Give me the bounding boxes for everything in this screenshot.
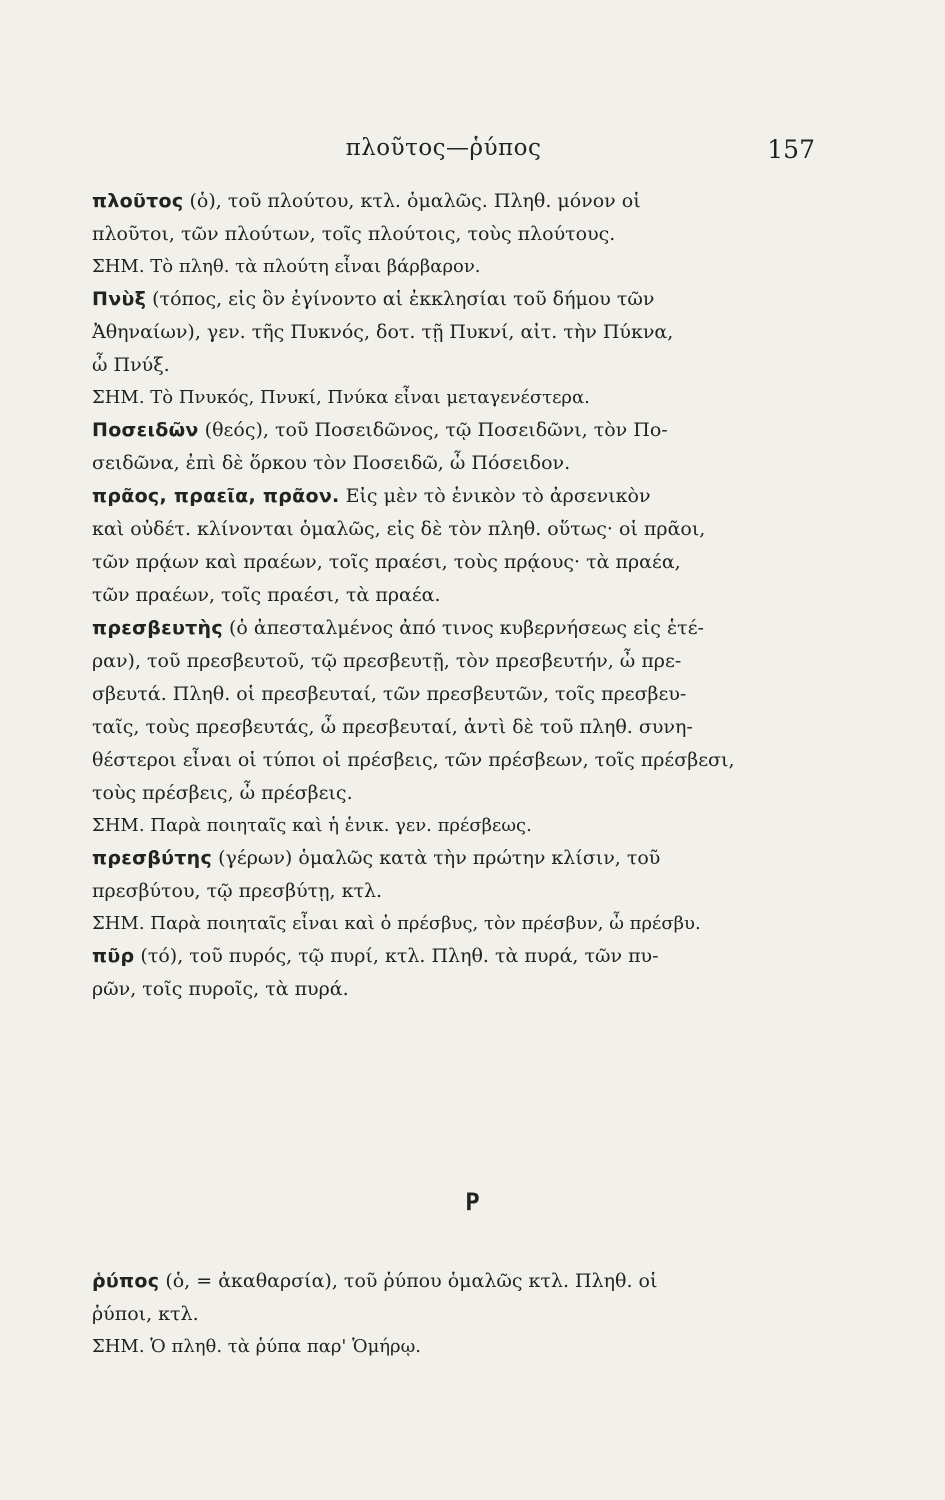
headword-rhypos: ῥύπος bbox=[92, 1270, 160, 1292]
page-header bbox=[92, 135, 815, 175]
entry-line: ῥύποι, κτλ. bbox=[92, 1303, 199, 1325]
headword-ploutos: πλοῦτος bbox=[92, 190, 184, 212]
entry-presbytes bbox=[92, 842, 792, 908]
r-section-content bbox=[92, 1265, 792, 1363]
entry-text: (ὁ ἀπεσταλμένος ἀπό τινος κυβερνήσεως εἰς ἑτέ- bbox=[222, 617, 704, 639]
headword-presbeutes: πρεσβευτὴς bbox=[92, 617, 223, 639]
running-title: πλοῦτος—ῥύπος bbox=[345, 135, 542, 161]
entry-line: τῶν πρᾴων καὶ πραέων, τοῖς πραέσι, τοὺς πρᾴους· τὰ πραέα, bbox=[92, 551, 681, 573]
entry-line: ταῖς, τοὺς πρεσβευτάς, ὦ πρεσβευταί, ἀντὶ δὲ τοῦ πληθ. συνη- bbox=[92, 716, 693, 738]
entry-rhypos bbox=[92, 1265, 792, 1331]
entry-line: ραν), τοῦ πρεσβευτοῦ, τῷ πρεσβευτῇ, τὸν πρεσβευτήν, ὦ πρε- bbox=[92, 650, 682, 672]
headword-pnyx: Πνὺξ bbox=[92, 288, 147, 310]
entry-line: σειδῶνα, ἐπὶ δὲ ὅρκου τὸν Ποσειδῶ, ὦ Πόσειδον. bbox=[92, 452, 571, 474]
entry-text: (θεός), τοῦ Ποσειδῶνος, τῷ Ποσειδῶνι, τὸν Πο- bbox=[198, 419, 668, 441]
entry-line: πλοῦτοι, τῶν πλούτων, τοῖς πλούτοις, τοὺς πλούτους. bbox=[92, 223, 616, 245]
entry-line: τῶν πραέων, τοῖς πραέσι, τὰ πραέα. bbox=[92, 584, 441, 606]
entry-line: ὦ Πνύξ. bbox=[92, 354, 170, 376]
entry-line: Ἀθηναίων), γεν. τῆς Πυκνός, δοτ. τῇ Πυκνί, αἰτ. τὴν Πύκνα, bbox=[92, 321, 674, 343]
entry-line: θέστεροι εἶναι οἱ τύποι οἱ πρέσβεις, τῶν πρέσβεων, τοῖς πρέσβεσι, bbox=[92, 749, 735, 771]
entry-line: καὶ οὐδέτ. κλίνονται ὁμαλῶς, εἰς δὲ τὸν πληθ. οὕτως· οἱ πρᾶοι, bbox=[92, 518, 706, 540]
entry-line: ρῶν, τοῖς πυροῖς, τὰ πυρά. bbox=[92, 978, 349, 1000]
entry-ploutos bbox=[92, 185, 792, 251]
entry-line: πρεσβύτου, τῷ πρεσβύτῃ, κτλ. bbox=[92, 880, 383, 902]
entry-praos bbox=[92, 480, 792, 612]
note-presbytes: ΣΗΜ. Παρὰ ποιηταῖς εἶναι καὶ ὁ πρέσβυς, τὸν πρέσβυν, ὦ πρέσβυ. bbox=[92, 913, 701, 934]
page-number: 157 bbox=[767, 135, 815, 164]
headword-praos: πρᾶος, πραεῖα, πρᾶον. bbox=[92, 485, 340, 507]
entry-line: σβευτά. Πληθ. οἱ πρεσβευταί, τῶν πρεσβευτῶν, τοῖς πρεσβευ- bbox=[92, 683, 687, 705]
headword-poseidon: Ποσειδῶν bbox=[92, 419, 199, 441]
note-ploutos: ΣΗΜ. Τὸ πληθ. τὰ πλούτη εἶναι βάρβαρον. bbox=[92, 256, 481, 277]
entry-text: (ὁ), τοῦ πλούτου, κτλ. ὁμαλῶς. Πληθ. μόνον οἱ bbox=[183, 190, 641, 212]
note-rhypos: ΣΗΜ. Ὁ πληθ. τὰ ῥύπα παρ' Ὁμήρῳ. bbox=[92, 1336, 422, 1357]
entry-text: (τόπος, εἰς ὃν ἐγίνοντο αἱ ἐκκλησίαι τοῦ δήμου τῶν bbox=[146, 288, 655, 310]
entry-text: (ὁ, = ἀκαθαρσία), τοῦ ῥύπου ὁμαλῶς κτλ. Πληθ. οἱ bbox=[159, 1270, 658, 1292]
note-pnyx: ΣΗΜ. Τὸ Πνυκός, Πνυκί, Πνύκα εἶναι μεταγενέστερα. bbox=[92, 387, 590, 408]
entry-text: (γέρων) ὁμαλῶς κατὰ τὴν πρώτην κλίσιν, τοῦ bbox=[212, 847, 661, 869]
entry-presbeutes bbox=[92, 612, 792, 810]
entry-line: τοὺς πρέσβεις, ὦ πρέσβεις. bbox=[92, 782, 353, 804]
entry-pyr bbox=[92, 940, 792, 1006]
section-letter-heading: Ρ bbox=[465, 1188, 480, 1216]
entry-poseidon bbox=[92, 414, 792, 480]
entries-content bbox=[92, 185, 792, 1006]
note-presbeutes: ΣΗΜ. Παρὰ ποιηταῖς καὶ ἡ ἑνικ. γεν. πρέσβεως. bbox=[92, 815, 532, 836]
headword-pyr: πῦρ bbox=[92, 945, 135, 967]
headword-presbytes: πρεσβύτης bbox=[92, 847, 213, 869]
entry-pnyx bbox=[92, 283, 792, 382]
entry-text: (τό), τοῦ πυρός, τῷ πυρί, κτλ. Πληθ. τὰ πυρά, τῶν πυ- bbox=[134, 945, 659, 967]
entry-text: Εἰς μὲν τὸ ἑνικὸν τὸ ἀρσενικὸν bbox=[339, 485, 651, 507]
